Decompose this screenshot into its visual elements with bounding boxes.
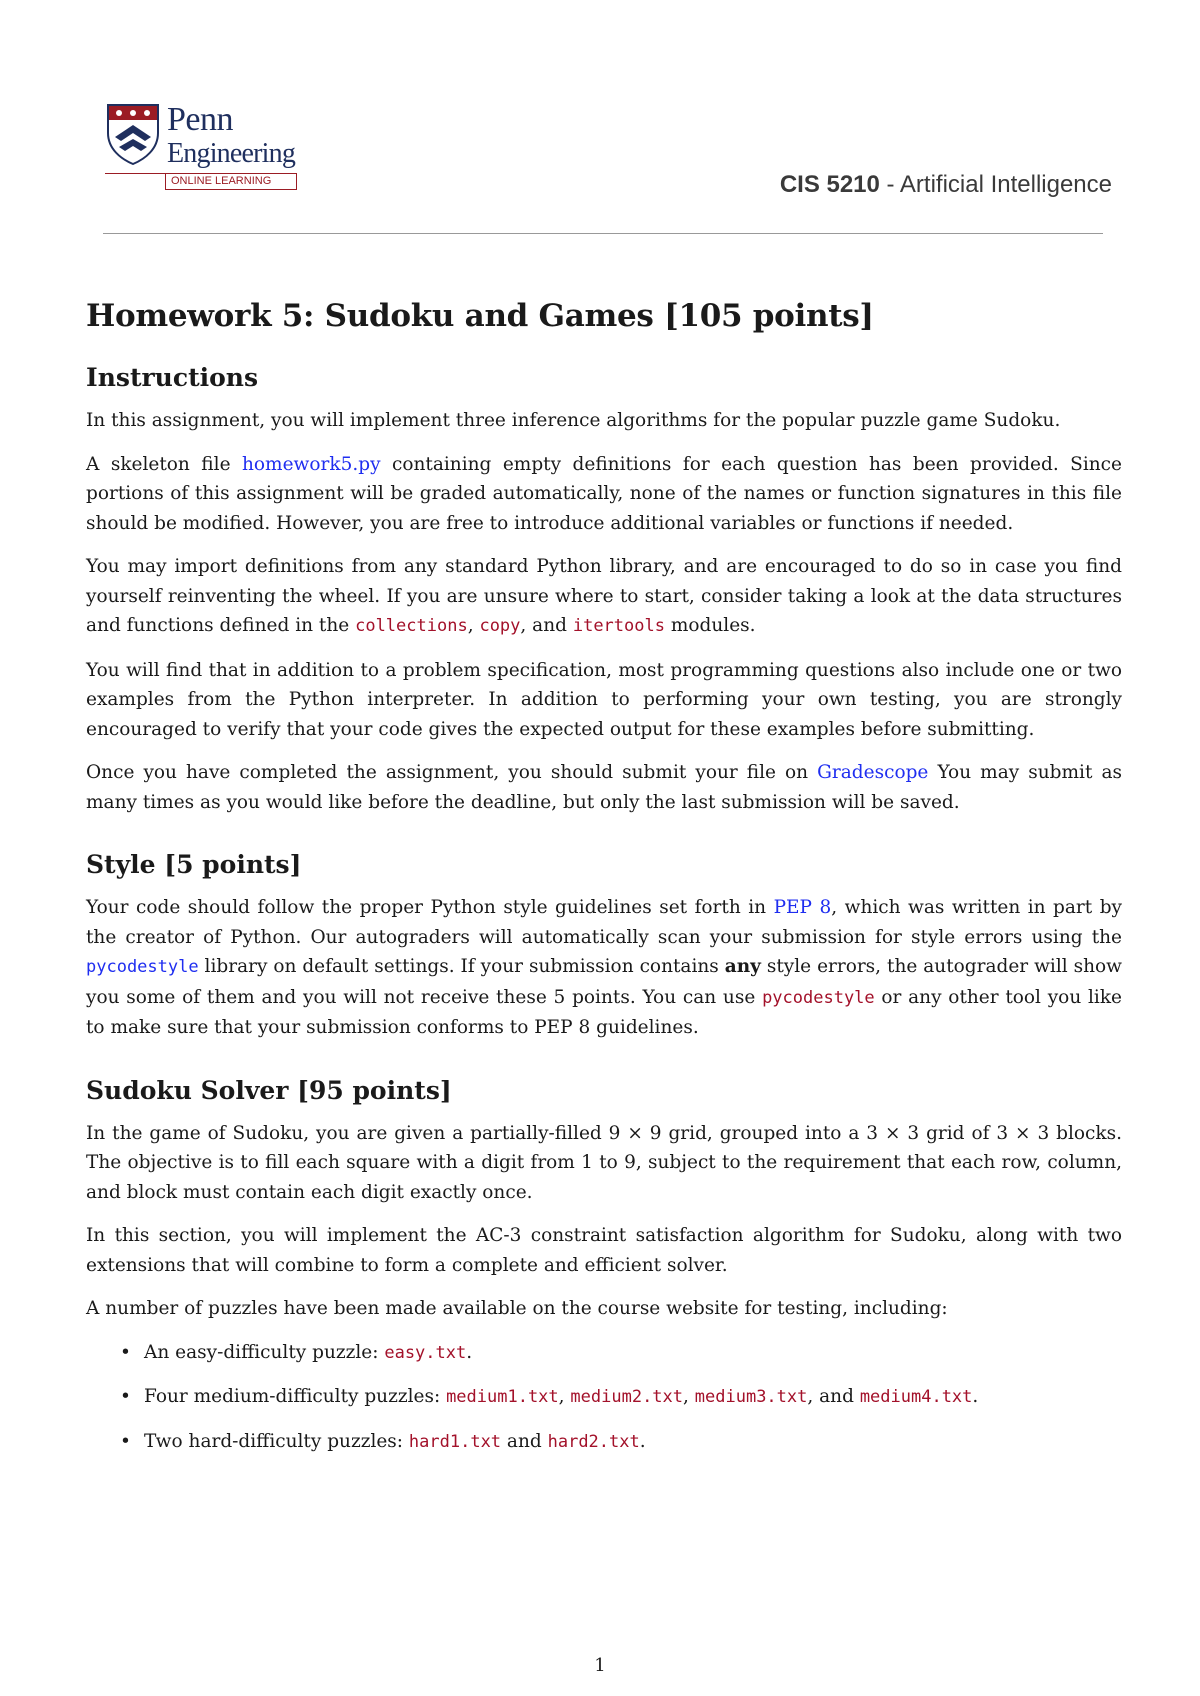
code-copy: copy <box>479 616 521 636</box>
sudoku-paragraph-3: A number of puzzles have been made available on the course website for testing, including: <box>86 1298 948 1319</box>
style-heading: Style [5 points] <box>86 850 302 879</box>
logo-engineering-text: Engineering <box>167 138 296 169</box>
logo-penn-text: Penn <box>167 101 233 138</box>
sudoku-paragraph-1: In the game of Sudoku, you are given a partially-filled 9 × 9 grid, grouped into a 3 × 3 grid of 3 × 3 blocks. The objective is to fill each square with a digit from 1 to 9, subject to the requirement that each row, column, and block must contain each digit exactly once. <box>86 1122 1122 1203</box>
homework5-link[interactable]: homework5.py <box>242 453 381 475</box>
sudoku-paragraph-2: In this section, you will implement the AC-3 constraint satisfaction algorithm for Sudoku, along with two extensions that will combine to form a complete and efficient solver. <box>86 1225 1122 1276</box>
instructions-paragraph-1: In this assignment, you will implement three inference algorithms for the popular puzzle game Sudoku. <box>86 410 1061 431</box>
course-code: CIS 5210 <box>779 171 880 198</box>
code-hard2-txt: hard2.txt <box>547 1431 640 1452</box>
style-paragraph: Your code should follow the proper Python style guidelines set forth in PEP 8, which was written in part by the creator of Python. Our autograders will automatically scan your submission for style errors using the pycodestyle library on default settings. If your submission contains any style errors, the autograder will show you some of them and you will not receive these 5 points. You can use pycodestyle or any other tool you like to make sure that your submission conforms to PEP 8 guidelines. <box>86 897 1122 1038</box>
instructions-paragraph-3: You may import definitions from any standard Python library, and are encouraged to do so in case you find yourself reinventing the wheel. If you are unsure where to start, consider taking a look at the data structures and functions defined in the collections, copy, and itertools modules. <box>86 556 1122 636</box>
pycodestyle-link[interactable]: pycodestyle <box>86 957 199 977</box>
code-collections: collections <box>355 616 468 636</box>
instructions-paragraph-2: A skeleton file homework5.py containing empty definitions for each question has been provided. Since portions of this assignment will be graded automatically, none of the names or function signatures in this file should be modified. However, you are free to introduce additional variables or functions if needed. <box>86 453 1122 534</box>
penn-engineering-logo <box>105 100 305 195</box>
list-item-hard: • Two hard-difficulty puzzles: hard1.txt and hard2.txt. <box>120 1430 646 1452</box>
course-name: - Artificial Intelligence <box>879 171 1112 198</box>
code-medium1-txt: medium1.txt <box>446 1387 559 1407</box>
list-item-medium: • Four medium-difficulty puzzles: medium1.txt, medium2.txt, medium3.txt, and medium4.txt. <box>120 1386 979 1407</box>
pep8-link[interactable]: PEP 8 <box>773 897 832 918</box>
code-easy-txt: easy.txt <box>384 1342 467 1363</box>
code-pycodestyle: pycodestyle <box>762 987 875 1008</box>
document-title: Homework 5: Sudoku and Games [105 points] <box>86 298 874 334</box>
instructions-heading: Instructions <box>86 363 259 392</box>
penn-shield-icon <box>105 103 161 165</box>
header-divider <box>103 233 1103 234</box>
document-body <box>86 296 1122 1471</box>
emphasis-any: any <box>724 956 761 977</box>
code-medium2-txt: medium2.txt <box>570 1387 684 1407</box>
instructions-paragraph-4: You will find that in addition to a problem specification, most programming questions also include one or two examples from the Python interpreter. In addition to performing your own testing, you are strongly encouraged to verify that your code gives the expected output for these examples before submitting. <box>86 659 1122 740</box>
page-number: 1 <box>594 1655 606 1676</box>
logo-online-learning: ONLINE LEARNING <box>165 174 297 190</box>
instructions-paragraph-5: Once you have completed the assignment, you should submit your file on Gradescope You may submit as many times as you would like before the deadline, but only the last submission will be saved. <box>86 762 1122 813</box>
course-title <box>780 171 1112 199</box>
code-itertools: itertools <box>572 616 665 636</box>
gradescope-link[interactable]: Gradescope <box>817 762 929 783</box>
list-item-easy: • An easy-difficulty puzzle: easy.txt. <box>120 1341 473 1363</box>
sudoku-heading: Sudoku Solver [95 points] <box>86 1075 452 1105</box>
code-hard1-txt: hard1.txt <box>408 1431 502 1452</box>
code-medium3-txt: medium3.txt <box>694 1387 808 1407</box>
puzzle-list <box>86 1338 1122 1458</box>
code-medium4-txt: medium4.txt <box>859 1387 973 1407</box>
